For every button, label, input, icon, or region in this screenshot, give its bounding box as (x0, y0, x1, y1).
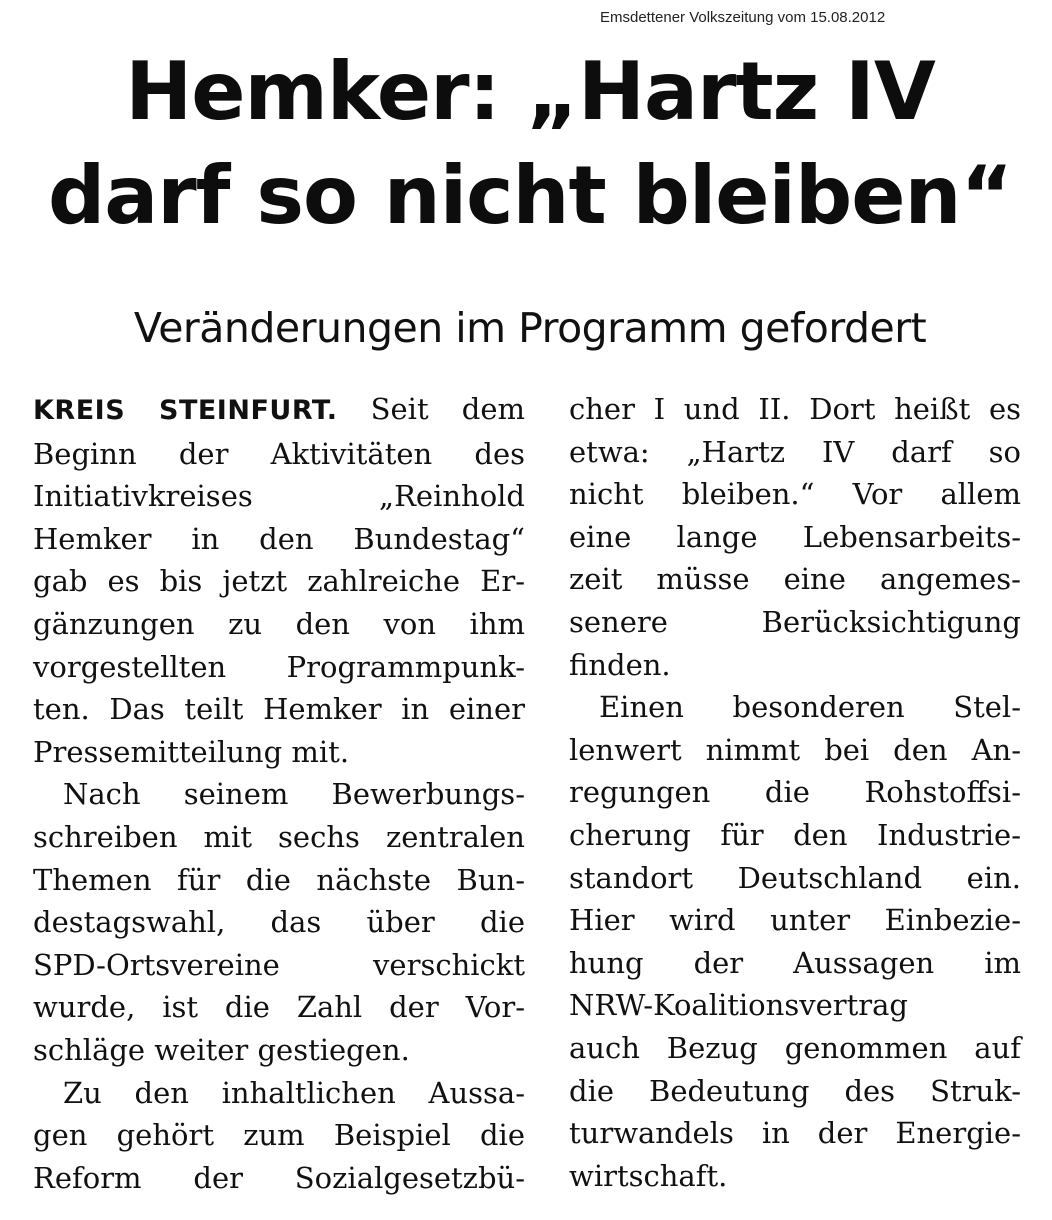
text-line: Hier wird unter Einbezie- (569, 903, 1021, 938)
headline (40, 40, 1020, 248)
subheadline: Veränderungen im Programm gefordert (133, 304, 927, 352)
source-citation: Emsdettener Volkszeitung vom 15.08.2012 (600, 9, 886, 26)
text-line: NRW-Koalitionsvertrag (569, 988, 908, 1023)
text-line: Initiativkreises „Reinhold (33, 479, 525, 514)
paragraph-5 (569, 686, 1021, 1197)
text-line: hung der Aussagen im (569, 945, 1021, 980)
text-line: nicht bleiben.“ Vor allem (569, 477, 1021, 512)
text-line: SPD-Ortsvereine verschickt (33, 947, 525, 982)
text-line: gänzungen zu den von ihm (33, 606, 525, 641)
text-line: Zu den inhaltlichen Aussa- (63, 1075, 525, 1110)
text-line: ten. Das teilt Hemker in einer (33, 692, 525, 727)
paragraph-1 (33, 388, 525, 773)
text-line: vorgestellten Programmpunk- (33, 649, 525, 684)
text-line: Hemker in den Bundestag“ (33, 521, 525, 556)
text-line: gen gehört zum Beispiel die (33, 1118, 525, 1153)
text-line: cher I und II. Dort heißt es (569, 392, 1021, 426)
text-line: finden. (569, 647, 671, 682)
text-line: cherung für den Industrie- (569, 817, 1021, 852)
text-line: standort Deutschland ein. (569, 860, 1021, 895)
headline-line-1: Hemker: „Hartz IV (125, 45, 935, 138)
text-line: auch Bezug genommen auf (569, 1030, 1021, 1065)
text-line: wurde, ist die Zahl der Vor- (33, 990, 525, 1025)
paragraph-4 (569, 388, 1021, 686)
text-line: die Bedeutung des Struk- (569, 1073, 1021, 1108)
text-line: Reform der Sozialgesetzbü- (33, 1160, 525, 1195)
text-line: wirtschaft. (569, 1158, 728, 1193)
text-line: Einen besonderen Stel- (599, 690, 1021, 725)
text-line: eine lange Lebensarbeits- (569, 519, 1021, 554)
text-line: Themen für die nächste Bun- (33, 862, 525, 897)
paragraph-3 (33, 1072, 525, 1200)
text-line: lenwert nimmt bei den An- (569, 732, 1021, 767)
text-line-segment: Seit dem (337, 392, 525, 426)
text-line: zeit müsse eine angemes- (569, 562, 1021, 597)
text-line (33, 388, 525, 433)
text-line: Pressemitteilung mit. (33, 734, 350, 769)
text-line: senere Berücksichtigung (569, 604, 1021, 639)
text-line: Beginn der Aktivitäten des (33, 436, 525, 471)
text-line: turwandels in der Energie- (569, 1116, 1021, 1151)
dateline: KREIS STEINFURT. (33, 395, 338, 426)
text-line: schreiben mit sechs zentralen (33, 819, 525, 854)
article-column-right (569, 388, 1021, 1197)
text-line: regungen die Rohstoffsi- (569, 775, 1021, 810)
paragraph-2 (33, 773, 525, 1071)
text-line: gab es bis jetzt zahlreiche Er- (33, 564, 525, 599)
text-line: schläge weiter gestiegen. (33, 1032, 410, 1067)
headline-line-2: darf so nicht bleiben“ (47, 149, 1013, 242)
text-line: etwa: „Hartz IV darf so (569, 434, 1021, 469)
text-line: Nach seinem Bewerbungs- (63, 777, 525, 812)
article-column-left (33, 388, 525, 1199)
text-line: destagswahl, das über die (33, 905, 525, 940)
